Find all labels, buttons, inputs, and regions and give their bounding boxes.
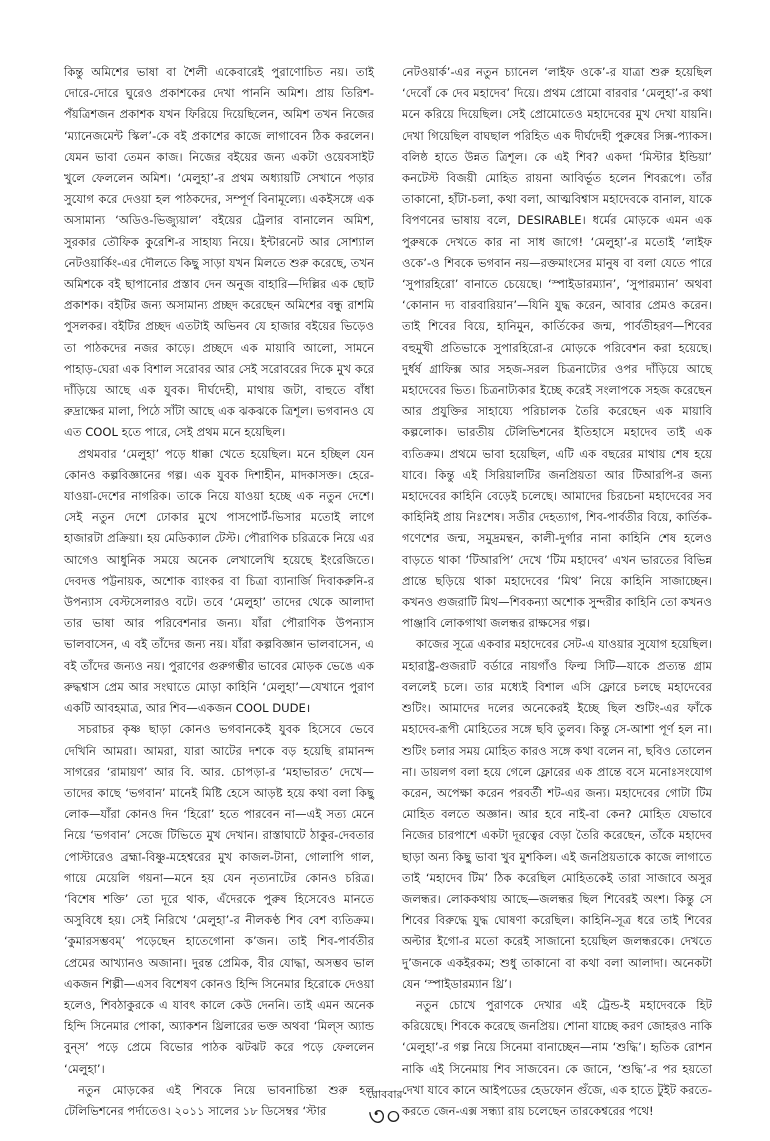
paragraph: কিন্তু অমিশের ভাষা বা শৈলী একেবারেই পুরাণোচিত নয়। তাই দোরে-দোরে ঘুরেও প্রকাশকের দেখা পাননি অমিশ। প্রায় তিরিশ-পঁয়ত্রিশজন প্রকাশক যখন ফিরিয়ে দিয়েছিলেন, অমিশ তখন নিজের ‘ম্যানেজমেন্ট স্কিল’-কে বই প্রকাশের কাজে লাগাবেন ঠিক করলেন। যেমন ভাবা তেমন কাজ। নিজের বইয়ের জন্য একটা ওয়েবসাইট খুলে ফেললেন অমিশ। ‘মেলুহা’-র প্রথম অধ্যায়টি সেখানে পড়ার সুযোগ করে দেওয়া হল পাঠকদের, সম্পূর্ণ বিনামূল্যে। একইসঙ্গে এক অসামান্য ‘অডিও-ভিজ্যুয়াল’ বইয়ের ট্রেলার বানালেন অমিশ, সুরকার তৌফিক কুরেশি-র সাহায্য নিয়ে। ইন্টারনেট আর সোশ্যাল নেটওয়ার্কিং-এর দৌলতে কিছু সাড়া যখন মিলতে শুরু করেছে, তখন অমিশকে বই ছাপানোর প্রস্তাব দেন অনুজ বাহারি—দিল্লির এক ছোট প্রকাশক। বইটির জন্য অসামান্য প্রচ্ছদ করেছেন অমিশের বন্ধু রাশমি পুসলকর। বইটির প্রচ্ছদ এতটাই অভিনব যে হাজার বইয়ের ভিড়েও তা পাঠকদের নজর কাড়ে। প্রচ্ছদে এক মায়াবি আলো, সামনে পাহাড়-ঘেরা এক বিশাল সরোবর আর সেই সরোবরের দিকে মুখ করে দাঁড়িয়ে আছে এক যুবক। দীর্ঘদেহী, মাথায় জটা, বাহুতে বাঁধা রুদ্রাক্ষের মালা, পিঠে সাঁটা আছে এক ঝকঝকে ত্রিশূল। ভগবানও যে এত COOL হতে পারে, সেই প্রথম মনে হয়েছিল। (64, 65, 374, 440)
right-column (402, 62, 712, 1118)
paragraph: সচরাচর কৃষ্ণ ছাড়া কোনও ভগবানকেই যুবক হিসেবে ভেবে দেখিনি আমরা। আমরা, যারা আটের দশকে বড় হয়েছি রামানন্দ সাগরের ‘রামায়ণ’ আর বি. আর. চোপড়া-র ‘মহাভারত’ দেখে—তাদের কাছে ‘ভগবান’ মানেই মিষ্টি হেসে আড়ষ্ট হয়ে কথা বলা কিছু লোক—যাঁরা কোনও দিন ‘হিরো’ হতে পারবেন না—এই সত্য মেনে নিয়ে ‘ভগবান’ সেজে টিভিতে মুখ দেখান। রাস্তাঘাটে ঠাকুর-দেবতার পোস্টারেও ব্রহ্মা-বিষ্ণু-মহেশ্বরের মুখ কাজল-টানা, গোলাপি গাল, গায়ে মেয়েলি গয়না—মনে হয় যেন নৃত্যনাটের কোনও চরিত্র। ‘বিশেষ শক্তি’ তো দূরে থাক, এঁদেরকে পুরুষ হিসেবেও মানতে অসুবিধে হয়। সেই নিরিখে ‘মেলুহা’-র নীলকণ্ঠ শিব বেশ ব্যতিক্রম। ‘কুমারসম্ভবম্’ পড়েছেন হাতেগোনা ক’জন। তাই শিব-পার্বতীর প্রেমের আখ্যানও অজানা। দুরন্ত প্রেমিক, বীর যোদ্ধা, অসম্ভব ভাল একজন শিল্পী—এসব বিশেষণ কোনও হিন্দি সিনেমার হিরোকে দেওয়া হলেও, শিবঠাকুরকে এ যাবৎ কালে কেউ দেননি। তাই এমন অনেক হিন্দি সিনেমার পোকা, অ্যাকশন থ্রিলারের ভক্ত অথবা ‘মিল্‌স অ্যান্ড বুন্‌স’ পড়ে প্রেমে বিভোর পাঠক ঝটঝট করে পড়ে ফেললেন ‘মেলুহা’। (64, 722, 374, 1076)
paragraph: নতুন মোড়কের এই শিবকে নিয়ে ভাবনাচিন্তা শুরু হল টেলিভিশনের পর্দাতেও। ২০১১ সালের ১৮ ডিসেম্বর ‘স্টার (64, 1082, 374, 1118)
paragraph: নেটওয়ার্ক’-এর নতুন চ্যানেল ‘লাইফ ওকে’-র যাত্রা শুরু হয়েছিল ‘দেবোঁ কে দেব মহাদেব’ দিয়ে। প্রথম প্রোমো বারবার ‘মেলুহা’-র কথা মনে করিয়ে দিয়েছিল। সেই প্রোমোতেও মহাদেবের মুখ দেখা যায়নি। দেখা গিয়েছিল বাঘছাল পরিহিত এক দীর্ঘদেহী পুরুষের সিক্স-প্যাকস। বলিষ্ঠ হাতে উন্নত ত্রিশূল। কে এই শিব? একদা ‘মিস্টার ইন্ডিয়া’ কনটেস্ট বিজয়ী মোহিত রায়না আবির্ভূত হলেন শিবরূপে। তাঁর তাকানো, হাঁটা-চলা, কথা বলা, আত্মবিশ্বাস মহাদেবকে বানাল, যাকে বিপণনের ভাষায় বলে, DESIRABLE। ধর্মের মোড়কে এমন এক পুরুষকে দেখতে কার না সাধ জাগে! ‘মেলুহা’-র মতোই ‘লাইফ ওকে’-ও শিবকে ভগবান নয়—রক্তমাংসের মানুষ বা বলা যেতে পারে ‘সুপারহিরো’ বানাতে চেয়েছে। ‘স্পাইডারম্যান’, ‘সুপারম্যান’ অথবা ‘কোনান দ্য বারবারিয়ান’—যিনি যুদ্ধ করেন, আবার প্রেমও করেন। তাই শিবের বিয়ে, হানিমুন, কার্তিকের জন্ম, পার্বতীহরণ—শিবের বহুমুখী প্রতিভাকে সুপারহিরো-র মোড়কে পরিবেশন করা হয়েছে। দুর্ধর্ষ গ্রাফিক্স আর সহজ-সরল চিত্রনাট্যের ওপর দাঁড়িয়ে আছে মহাদেবের ভিত। চিত্রনাট্যকার ইচ্ছে করেই সংলাপকে সহজ করেছেন আর প্রযুক্তির সাহায্যে পরিচালক তৈরি করেছেন এক মায়াবি কল্পলোক। ভারতীয় টেলিভিশনের ইতিহাসে মহাদেব তাই এক ব্যতিক্রম। প্রথমে ভাবা হয়েছিল, এটি এক বছরের মাথায় শেষ হয়ে যাবে। কিন্তু এই সিরিয়ালটির জনপ্রিয়তা আর টিআরপি-র জন্য মহাদেবের কাহিনি বেড়েই চলেছে। আমাদের চিরচেনা মহাদেবের সব কাহিনিই প্রায় নিঃশেষ। সতীর দেহত্যাগ, শিব-পার্বতীর বিয়ে, কার্তিক-গণেশের জন্ম, সমুদ্রমন্থন, কালী-দুর্গার নানা কাহিনি শেষ হলেও বাড়তে থাকা ‘টিআরপি’ দেখে ‘টিম মহাদেব’ এখন ভারতের বিভিন্ন প্রান্তে ছড়িয়ে থাকা মহাদেবের ‘মিথ’ নিয়ে কাহিনি সাজাচ্ছেন। কখনও গুজরাটি মিথ—শিবকন্যা অশোক সুন্দরীর কাহিনি তো কখনও পাঞ্জাবি লোকগাথা জলন্ধর রাক্ষসের গল্প। (402, 65, 712, 631)
page-number: ৩০ (368, 1102, 402, 1132)
page-footer (0, 1088, 770, 1132)
left-column (64, 62, 374, 1118)
paragraph: নতুন চোখে পুরাণকে দেখার এই ট্রেন্ড-ই মহাদেবকে হিট করিয়েছে। শিবকে করেছে জনপ্রিয়। শোনা যাচ্ছে করণ জোহরও নাকি ‘মেলুহা’-র গল্প নিয়ে সিনেমা বানাচ্ছেন—নাম ‘শুদ্ধি’। হৃতিক রোশন নাকি এই সিনেমায় শিব সাজবেন। কে জানে, ‘শুদ্ধি’-র পর হয়তো দেখা যাবে কানে আইপডের হেডফোন গুঁজে, এক হাতে টুইট করতে-করতে জেন-এক্স সন্ধ্যা রায় চলেছেন তারকেশ্বরের পথে! (402, 997, 712, 1118)
paragraph: প্রথমবার ‘মেলুহা’ পড়ে ধাক্কা খেতে হয়েছিল। মনে হচ্ছিল যেন কোনও কল্পবিজ্ঞানের গল্প। এক যুবক দিশাহীন, মাদকাসক্ত। হেরে-যাওয়া-দেশের নাগরিক। তাকে নিয়ে যাওয়া হচ্ছে এক নতুন দেশে। সেই নতুন দেশে ঢোকার মুখে পাসপোর্ট-ভিসার মতোই লাগে হাজারটা প্রক্রিয়া। হয় মেডিক্যাল টেস্ট। পৌরাণিক চরিত্রকে নিয়ে এর আগেও আধুনিক সময়ে অনেক লেখালেখি হয়েছে ইংরেজিতে। দেবদত্ত পট্টনায়ক, অশোক ব্যাংকর বা চিত্রা ব্যানার্জি দিবাকরুনি-র উপন্যাস বেস্টসেলারও বটে। তবে ‘মেলুহা’ তাদের থেকে আলাদা তার ভাষা আর পরিবেশনার জন্য। যাঁরা পৌরাণিক উপন্যাস ভালবাসেন, এ বই তাঁদের জন্য নয়। যাঁরা কল্পবিজ্ঞান ভালবাসেন, এ বই তাঁদের জন্যও নয়। পুরাণের গুরুগম্ভীর ভাবের মোড়ক ভেঙে এক রুদ্ধশ্বাস প্রেম আর সংঘাতে মোড়া কাহিনি ‘মেলুহা’—যেখানে পুরাণ একটি আবহমাত্র, আর শিব—একজন COOL DUDE। (64, 446, 374, 716)
magazine-name: রোববার (367, 1088, 403, 1101)
paragraph: কাজের সূত্রে একবার মহাদেবের সেট-এ যাওয়ার সুযোগ হয়েছিল। মহারাষ্ট্র-গুজরাট বর্ডারে নায়গাঁও ফিল্ম সিটি—যাকে প্রত্যন্ত গ্রাম বললেই চলে। তার মধ্যেই বিশাল এসি ফ্লোরে চলছে মহাদেবের শুটিং। আমাদের দলের অনেকেরই ইচ্ছে ছিল শুটিং-এর ফাঁকে মহাদেব-রূপী মোহিতের সঙ্গে ছবি তুলব। কিন্তু সে-আশা পূর্ণ হল না। শুটিং চলার সময় মোহিত কারও সঙ্গে কথা বলেন না, ছবিও তোলেন না। ডায়লগ বলা হয়ে গেলে ফ্লোরের এক প্রান্তে বসে মনোঃসংযোগ করেন, অপেক্ষা করেন পরবর্তী শট-এর জন্য। মহাদেবের গোটা টিম মোহিত বলতে অজ্ঞান। আর হবে নাই-বা কেন? মোহিত যেভাবে নিজের চারপাশে একটা দূরত্বের বেড়া তৈরি করেছেন, তাঁকে মহাদেব ছাড়া অন্য কিছু ভাবা খুব মুশকিল। এই জনপ্রিয়তাকে কাজে লাগাতে তাই ‘মহাদেব টিম’ ঠিক করেছিল মোহিতকেই তারা সাজাবে অসুর জলন্ধর। লোককথায় আছে—জলন্ধর ছিল শিবেরই অংশ। কিন্তু সে শিবের বিরুদ্ধে যুদ্ধ ঘোষণা করেছিল। কাহিনি-সূত্র ধরে তাই শিবের অল্টার ইগো-র মতো করেই সাজানো হয়েছিল জলন্ধরকে। দেখতে দু’জনকে একইরকম; শুধু তাকানো বা কথা বলা আলাদা। অনেকটা যেন ‘স্পাইডারম্যান থ্রি’। (402, 637, 712, 991)
